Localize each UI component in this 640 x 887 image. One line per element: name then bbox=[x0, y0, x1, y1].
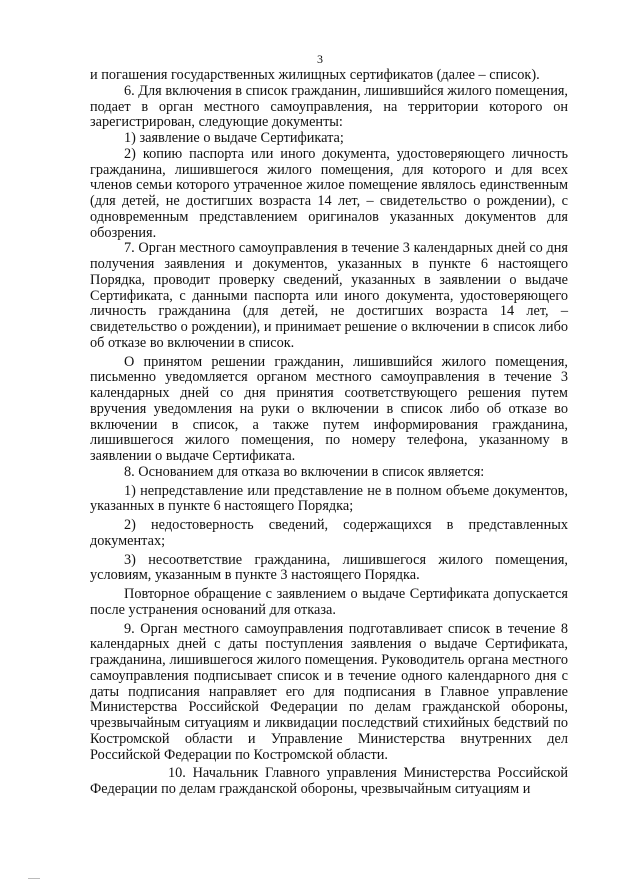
paragraph-item-10: 10. Начальник Главного управления Министерства Российской Федерации по делам гражданской обороны, чрезвычайным ситуациям и bbox=[90, 765, 568, 797]
paragraph-item-6: 6. Для включения в список гражданин, лишившийся жилого помещения, подает в орган местного самоуправления, на территории которого он зарегистрирован, следующие документы: bbox=[90, 82, 569, 131]
paragraph-item-8-1: 1) непредставление или представление не в полном объеме документов, указанных в пункте 6 настоящего Порядка; bbox=[90, 482, 568, 515]
paragraph-item-8-2: 2) недостоверность сведений, содержащихся в представленных документах; bbox=[90, 517, 568, 549]
page-number: 3 bbox=[317, 52, 323, 66]
paragraph-notification: О принятом решении гражданин, лишившийся жилого помещения, письменно уведомляется органом местного самоуправления в течение 3 календарных дней со дня принятия соответствующего решения путем вручения уведомления на руки о включении в список либо об отказе во включении в список, а также путем информирования гражданина, лишившегося жилого помещения, по номеру телефона, указанному в заявлении о выдаче Сертификата. bbox=[90, 353, 568, 464]
paragraph-item-6-1: 1) заявление о выдаче Сертификата; bbox=[124, 130, 344, 146]
paragraph-item-6-2: 2) копию паспорта или иного документа, удостоверяющего личность гражданина, лишившегося жилого помещения, для которого и для всех членов семьи которого утраченное жилое помещение являлось единственным (для детей, не достигших возраста 14 лет, – свидетельство о рождении), с одновременным представлением оригиналов указанных документов для обозрения. bbox=[90, 145, 568, 241]
paragraph-item-8-3: 3) несоответствие гражданина, лишившегося жилого помещения, условиям, указанным в пункте 3 настоящего Порядка. bbox=[90, 551, 568, 584]
paragraph-item-8: 8. Основанием для отказа во включении в список является: bbox=[124, 463, 485, 480]
paragraph-item-7: 7. Орган местного самоуправления в течение 3 календарных дней со дня получения заявления и документов, указанных в пункте 6 настоящего Порядка, проводит проверку сведений, указанных в заявлении о выдаче Сертификата, с данными паспорта или иного документа, удостоверяющего личность гражданина (для детей, не достигших возраста 14 лет, – свидетельство о рождении), и принимает решение о включении в список либо об отказе во включении в список. bbox=[90, 240, 568, 351]
paragraph-item-9: 9. Орган местного самоуправления подготавливает список в течение 8 календарных дней с даты поступления заявления о выдаче Сертификата, гражданина, лишившегося жилого помещения. Руководитель органа местного самоуправления подписывает список и в течение одного календарного дня с даты подписания направляет его для подписания в Главное управление Министерства Российской Федерации по делам гражданской обороны, чрезвычайным ситуациям и ликвидации последствий стихийных бедствий по Костромской области и Управление Министерства внутренних дел Российской Федерации по Костромской области. bbox=[90, 620, 568, 763]
paragraph-continuation: и погашения государственных жилищных сертификатов (далее – список). bbox=[90, 67, 540, 83]
paragraph-repeat-application: Повторное обращение с заявлением о выдаче Сертификата допускается после устранения оснований для отказа. bbox=[90, 586, 568, 618]
document-body bbox=[90, 68, 568, 798]
scan-edge-mark bbox=[28, 878, 40, 879]
